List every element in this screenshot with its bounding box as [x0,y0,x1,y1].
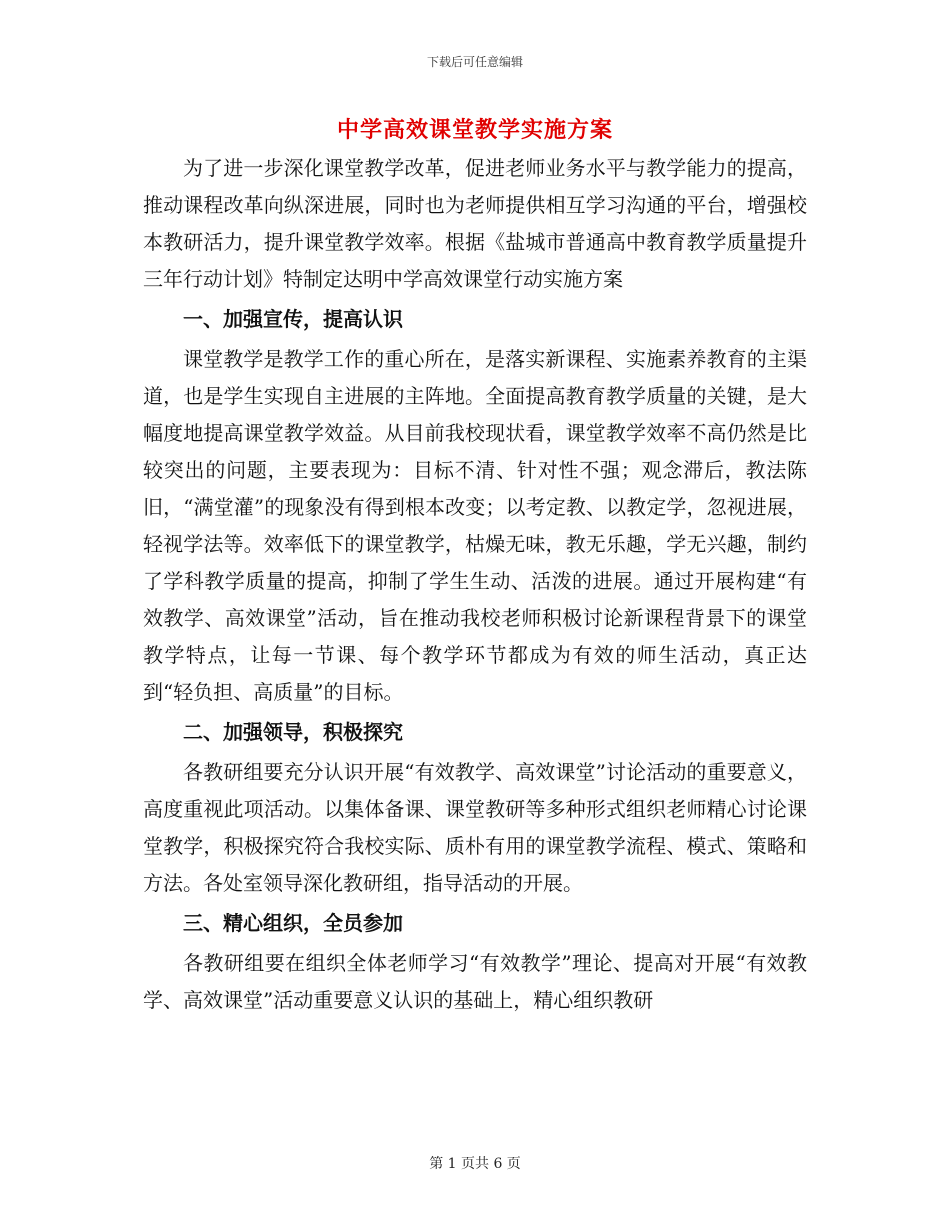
section-heading-2: 二、加强领导，积极探究 [183,720,403,744]
header-note: 下载后可任意编辑 [426,55,523,69]
section-body-3: 各教研组要在组织全体老师学习“有效教学”理论、提高对开展“有效教学、高效课堂”活动重要意义认识的基础上，精心组织教研 [143,951,807,1012]
section-heading-3: 三、精心组织，全员参加 [183,911,403,935]
section-body-2: 各教研组要充分认识开展“有效教学、高效课堂”讨论活动的重要意义，高度重视此项活动。以集体备课、课堂教研等多种形式组织老师精心讨论课堂教学，积极探究符合我校实际、质朴有用的课堂教学流程、模式、策略和方法。各处室领导深化教研组，指导活动的开展。 [143,760,807,895]
document-body [143,150,807,1019]
section-heading-1: 一、加强宣传，提高认识 [183,307,403,331]
document-title: 中学高效课堂教学实施方案 [336,117,613,143]
page-footer: 第 1 页共 6 页 [429,1156,521,1172]
intro-paragraph: 为了进一步深化课堂教学改革，促进老师业务水平与教学能力的提高，推动课程改革向纵深进展，同时也为老师提供相互学习沟通的平台，增强校本教研活力，提升课堂教学效率。根据《盐城市普通高中教育教学质量提升三年行动计划》特制定达明中学高效课堂行动实施方案 [143,156,807,291]
section-body-1: 课堂教学是教学工作的重心所在，是落实新课程、实施素养教育的主渠道，也是学生实现自主进展的主阵地。全面提高教育教学质量的关键，是大幅度地提高课堂教学效益。从目前我校现状看，课堂教学效率不高仍然是比较突出的问题，主要表现为：目标不清、针对性不强；观念滞后，教法陈旧，“满堂灌”的现象没有得到根本改变；以考定教、以教定学，忽视进展，轻视学法等。效率低下的课堂教学，枯燥无味，教无乐趣，学无兴趣，制约了学科教学质量的提高，抑制了学生生动、活泼的进展。通过开展构建“有效教学、高效课堂”活动，旨在推动我校老师积极讨论新课程背景下的课堂教学特点，让每一节课、每个教学环节都成为有效的师生活动，真正达到“轻负担、高质量”的目标。 [143,347,807,704]
